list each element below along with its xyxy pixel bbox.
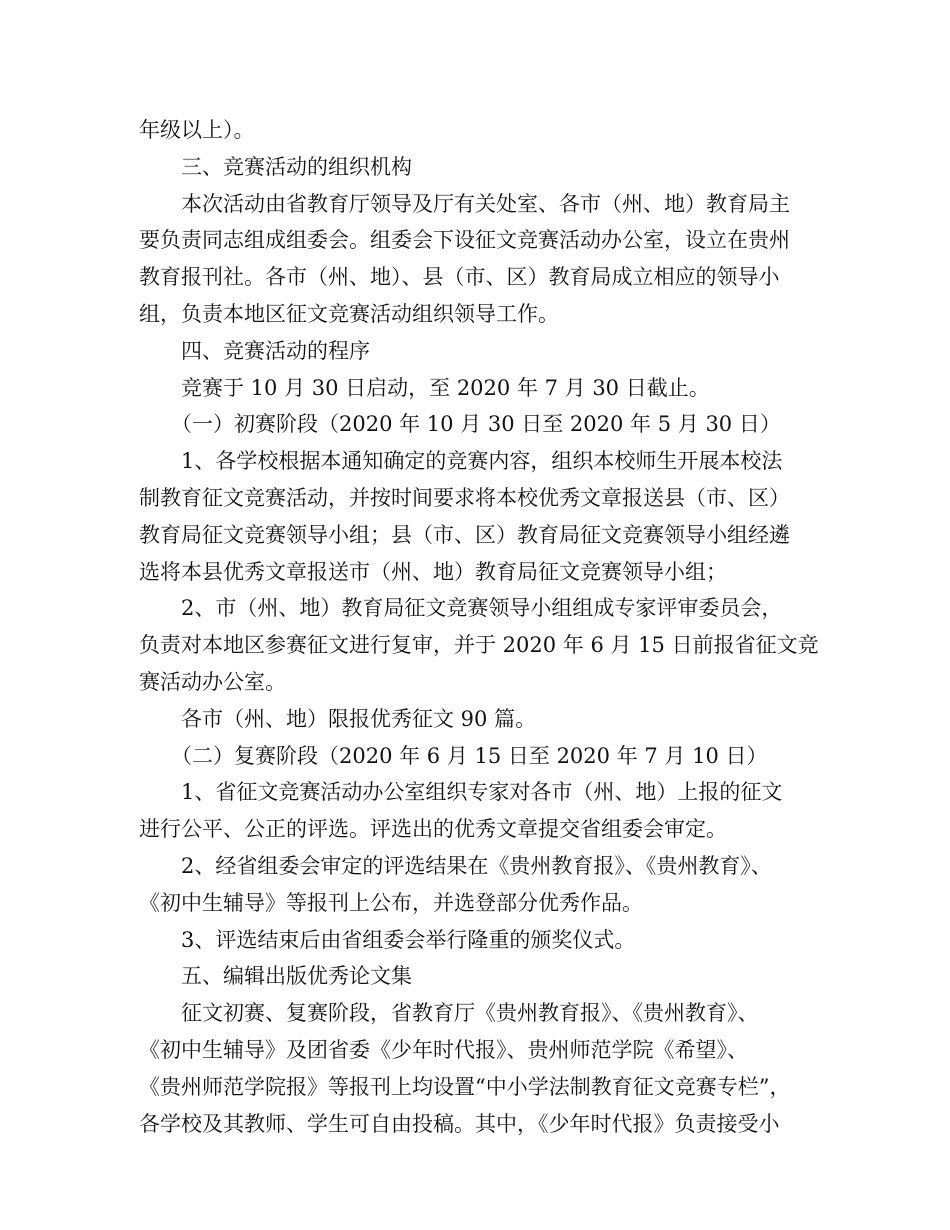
paragraph-line: 竞赛于 10 月 30 日启动，至 2020 年 7 月 30 日截止。 — [181, 375, 710, 400]
subsection-heading: （二）复赛阶段（2020 年 6 月 15 日至 2020 年 7 月 10 日） — [171, 743, 768, 768]
subsection-heading: （一）初赛阶段（2020 年 10 月 30 日至 2020 年 5 月 30 日） — [171, 412, 781, 437]
paragraph-line: 进行公平、公正的评选。评选出的优秀文章提交省组委会审定。 — [139, 817, 727, 842]
section-heading: 五、编辑出版优秀论文集 — [181, 964, 412, 989]
paragraph-line: 1、省征文竞赛活动办公室组织专家对各市（州、地）上报的征文 — [181, 780, 783, 805]
paragraph-line: 《初中生辅导》等报刊上公布，并选登部分优秀作品。 — [139, 890, 643, 915]
paragraph-line: 教育报刊社。各市（州、地）、县（市、区）教育局成立相应的领导小 — [139, 265, 780, 290]
section-heading: 四、竞赛活动的程序 — [181, 338, 370, 363]
paragraph-line: 本次活动由省教育厅领导及厅有关处室、各市（州、地）教育局主 — [181, 191, 790, 216]
paragraph-line: 各市（州、地）限报优秀征文 90 篇。 — [181, 706, 537, 731]
section-heading: 三、竞赛活动的组织机构 — [181, 154, 412, 179]
paragraph-line: 征文初赛、复赛阶段，省教育厅《贵州教育报》、《贵州教育》、 — [181, 1001, 759, 1026]
paragraph-line: 各学校及其教师、学生可自由投稿。其中，《少年时代报》负责接受小 — [139, 1111, 780, 1136]
paragraph-line: 教育局征文竞赛领导小组；县（市、区）教育局征文竞赛领导小组经遴 — [139, 522, 790, 547]
paragraph-line: 《初中生辅导》及团省委《少年时代报》、贵州师范学院《希望》、 — [139, 1037, 748, 1062]
paragraph-line: 2、经省组委会审定的评选结果在《贵州教育报》、《贵州教育》、 — [181, 853, 772, 878]
paragraph-line: 组，负责本地区征文竞赛活动组织领导工作。 — [139, 301, 559, 326]
paragraph-line: 3、评选结束后由省组委会举行隆重的颁奖仪式。 — [181, 927, 636, 952]
paragraph-line: 负责对本地区参赛征文进行复审，并于 2020 年 6 月 15 日前报省征文竞 — [139, 633, 819, 658]
paragraph-line: 要负责同志组成组委会。组委会下设征文竞赛活动办公室，设立在贵州 — [139, 228, 790, 253]
paragraph-line: 年级以上）。 — [139, 118, 255, 142]
paragraph-line: 2、市（州、地）教育局征文竞赛领导小组组成专家评审委员会， — [181, 596, 783, 621]
paragraph-line: 选将本县优秀文章报送市（州、地）教育局征文竞赛领导小组； — [139, 559, 727, 584]
paragraph-line: 《贵州师范学院报》等报刊上均设置“中小学法制教育征文竞赛专栏”， — [139, 1074, 791, 1099]
document-body — [139, 112, 829, 1142]
paragraph-line: 赛活动办公室。 — [139, 669, 286, 694]
paragraph-line: 制教育征文竞赛活动，并按时间要求将本校优秀文章报送县（市、区） — [139, 485, 790, 510]
paragraph-line: 1、各学校根据本通知确定的竞赛内容，组织本校师生开展本校法 — [181, 449, 783, 474]
